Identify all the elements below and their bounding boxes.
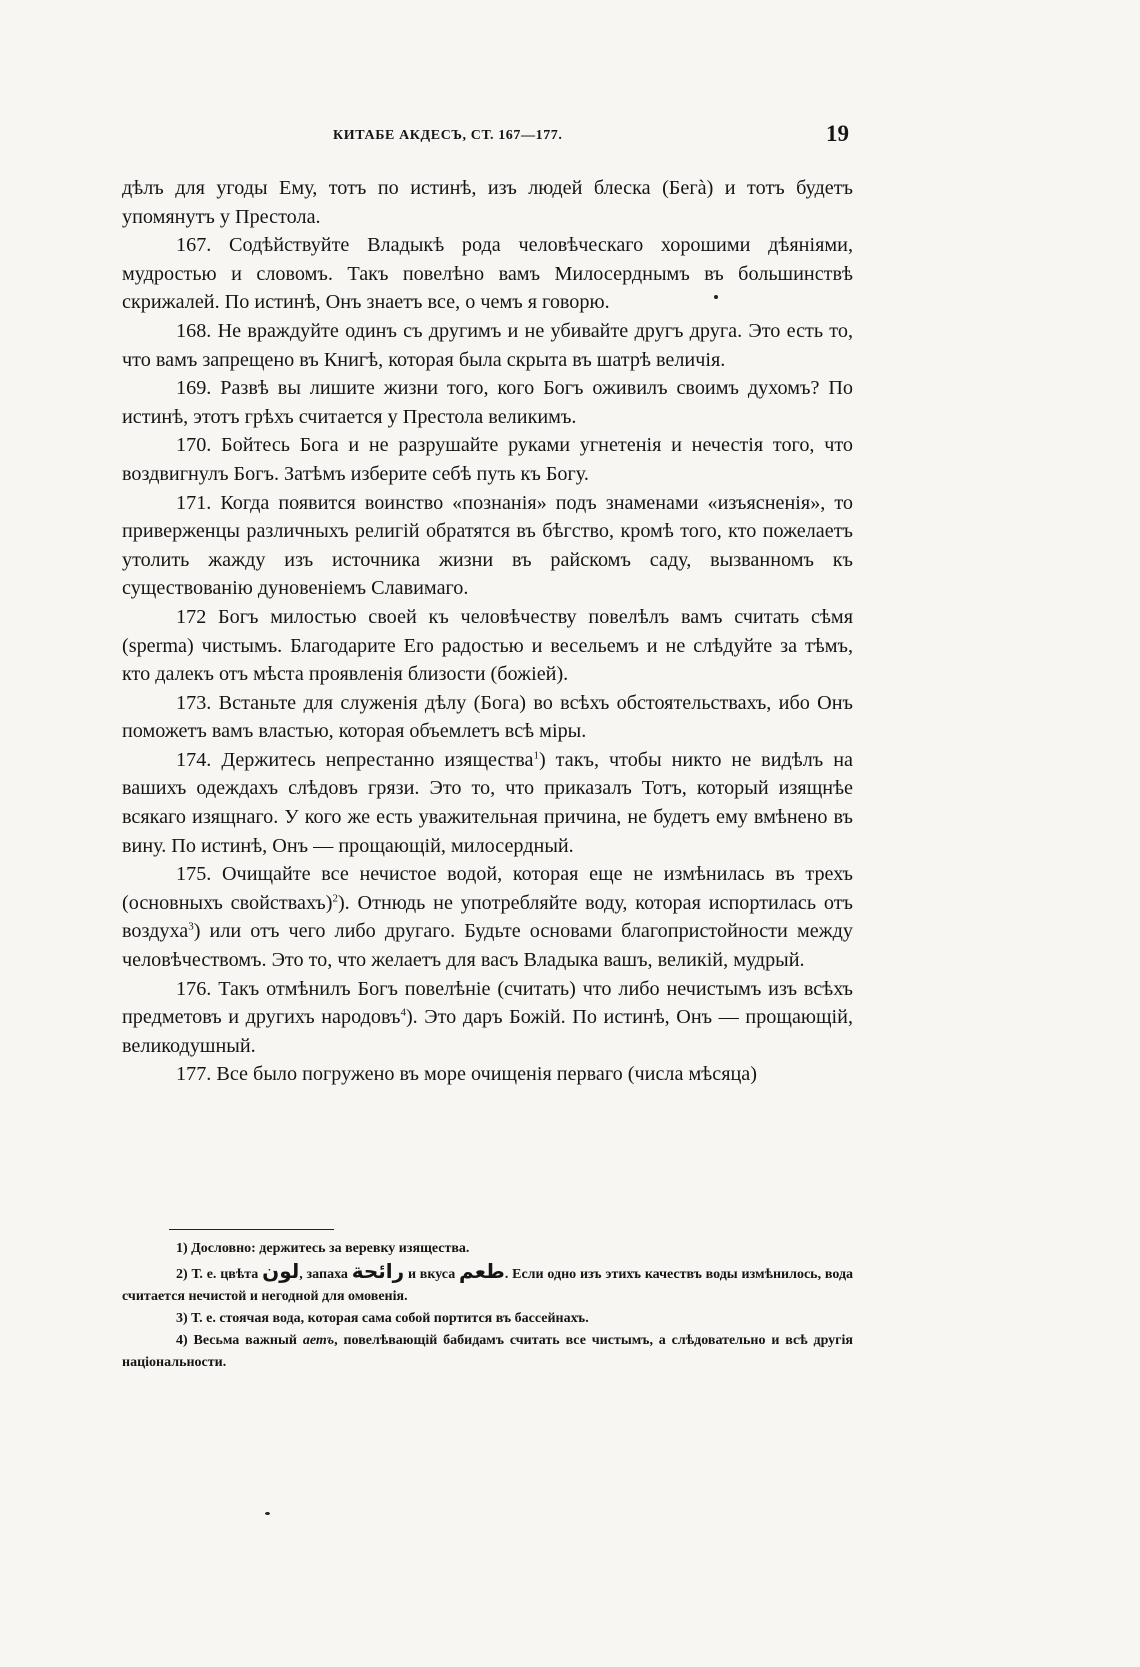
paragraph-continuation: дѣлъ для угоды Ему, тотъ по истинѣ, изъ людей блеска (Бегà) и тотъ будетъ упомянутъ у Престола. [122, 177, 853, 228]
verse-175 [122, 860, 853, 974]
footnote-2 [122, 1260, 853, 1308]
verse-176-text-b: ). Это даръ Божій. По истинѣ, Онъ — прощающій, великодушный. [122, 1006, 853, 1057]
running-head: КИТАБЕ АКДЕСЪ, СТ. 167—177. [333, 128, 563, 143]
verse-169: 169. Развѣ вы лишите жизни того, кого Богъ оживилъ своимъ духомъ? По истинѣ, этотъ грѣхъ считается у Престола великимъ. [122, 377, 853, 428]
verse-168: 168. Не враждуйте одинъ съ другимъ и не убивайте другъ друга. Это есть то, что вамъ запрещено въ Книгѣ, которая была скрыта въ шатрѣ величія. [122, 319, 853, 371]
verse-170: 170. Бойтесь Бога и не разрушайте руками угнетенія и нечестія того, что воздвигнулъ Богъ. Затѣмъ изберите себѣ путь къ Богу. [122, 434, 853, 485]
verse-176 [122, 975, 853, 1061]
footnote-4-text-a: 4) Весьма важный [176, 1333, 297, 1348]
verse-172: 172 Богъ милостью своей къ человѣчеству повелѣлъ вамъ считать сѣмя (sperma) чистымъ. Благодарите Его радостью и весельемъ и не слѣдуйте за тѣмъ, кто далекъ отъ мѣста проявленія близости (божіей). [122, 605, 853, 686]
footnote-4 [122, 1330, 853, 1374]
body-text [122, 174, 853, 1089]
footnote-separator [169, 1229, 334, 1230]
footnote-2-text-d: . Если одно изъ этихъ качествъ воды измѣнилось, вода считается нечистой и негодной для омовенія. [122, 1267, 854, 1304]
arabic-word-smell: رائحة [351, 1259, 405, 1283]
verse-175-text-c: ) или отъ чего либо другаго. Будьте основами благопристойности между человѣчествомъ. Это то, что желаетъ для васъ Владыка вашъ, великій, мудрый. [122, 920, 853, 972]
verse-174-text-b: ) такъ, чтобы никто не видѣлъ на вашихъ одеждахъ слѣдовъ грязи. Это то, что приказалъ Тотъ, который изящнѣе всякаго изящнаго. У кого же есть уважительная причина, не будетъ ему вмѣнено въ вину. По истинѣ, Онъ — прощающій, милосердный. [122, 748, 853, 857]
footnote-ref-4: 4 [400, 1006, 406, 1019]
verse-175-text-b: ). Отнюдь не употребляйте воду, которая испортилась отъ воздуха [122, 891, 853, 943]
footnote-4-emphasis: аетъ [302, 1333, 335, 1348]
footnotes [122, 1238, 853, 1374]
verse-175-text-a: 175. Очищайте все нечистое водой, которая еще не измѣнилась въ трехъ (основныхъ свойствахъ) [122, 863, 853, 914]
verse-174 [122, 746, 853, 860]
footnote-2-text-c: и вкуса [407, 1267, 456, 1282]
ink-speck [265, 1512, 270, 1515]
verse-171: 171. Когда появится воинство «познанія» подъ знаменами «изъясненія», то приверженцы различныхъ религій обратятся въ бѣгство, кромѣ того, кто пожелаетъ утолить жажду изъ источника жизни въ райскомъ саду, вызванномъ къ существованію дуновеніемъ Славимаго. [122, 491, 853, 600]
arabic-word-taste: طعم [459, 1259, 505, 1283]
footnote-ref-1: 1 [533, 749, 539, 762]
footnote-3: 3) Т. е. стоячая вода, которая сама собой портится въ бассейнахъ. [176, 1311, 589, 1326]
ink-speck [714, 295, 718, 299]
footnote-2-text-b: , запаха [299, 1267, 348, 1282]
footnote-2-text-a: 2) Т. е. цвѣта [176, 1267, 259, 1282]
verse-176-text-a: 176. Такъ отмѣнилъ Богъ повелѣніе (считать) что либо нечистымъ изъ всѣхъ предметовъ и другихъ народовъ [122, 977, 853, 1029]
footnote-ref-3: 3 [188, 920, 194, 933]
page-number: 19 [826, 121, 849, 146]
footnote-1: 1) Дословно: держитесь за веревку изящества. [176, 1241, 470, 1256]
verse-177: 177. Все было погружено въ море очищенія перваго (числа мѣсяца) [176, 1063, 757, 1086]
verse-173: 173. Встаньте для служенія дѣлу (Бога) во всѣхъ обстоятельствахъ, ибо Онъ поможетъ вамъ властью, которая объемлетъ всѣ міры. [122, 691, 853, 743]
arabic-word-color: لون [262, 1259, 300, 1283]
verse-167: 167. Содѣйствуйте Владыкѣ рода человѣческаго хорошими дѣяніями, мудростью и словомъ. Такъ повелѣно вамъ Милосерднымъ въ большинствѣ скрижалей. По истинѣ, Онъ знаетъ все, о чемъ я говорю. [122, 234, 853, 314]
footnote-ref-2: 2 [332, 892, 338, 905]
verse-174-text-a: 174. Держитесь непрестанно изящества [176, 748, 534, 771]
footnote-4-text-b: , повелѣвающій бабидамъ считать все чистымъ, а слѣдовательно и всѣ другія національности. [122, 1333, 854, 1370]
